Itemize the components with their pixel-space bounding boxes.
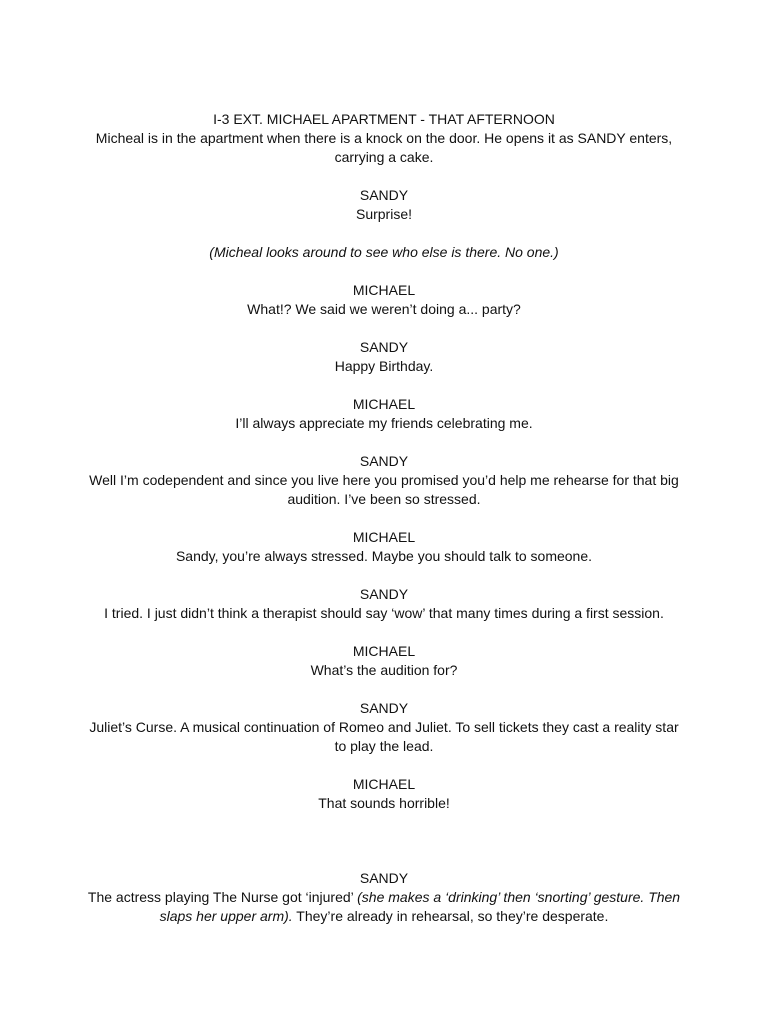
dialogue-text: Juliet’s Curse. A musical continuation of Romeo and Juliet. To sell tickets they cast a reality star to play the lead.: [89, 719, 679, 754]
stage-direction-block: [84, 243, 684, 262]
character-name: SANDY: [359, 187, 409, 203]
dialogue-text: Well I’m codependent and since you live here you promised you’d help me rehearse for that big audition. I’ve been so stressed.: [89, 472, 679, 507]
inline-stage-direction: (she makes a ‘drinking’ then ‘snorting’ gesture. Then slaps her upper arm).: [159, 889, 681, 924]
dialogue-text-end: They’re already in rehearsal, so they’re desperate.: [292, 908, 609, 924]
scene-heading: I-3 EXT. MICHAEL APARTMENT - THAT AFTERNOON: [213, 111, 555, 127]
script-page: [0, 110, 768, 926]
dialogue-text: That sounds horrible!: [318, 795, 450, 811]
dialogue-block: [84, 186, 684, 224]
dialogue-text: Happy Birthday.: [334, 358, 434, 374]
dialogue-text: What!? We said we weren’t doing a... party?: [247, 301, 521, 317]
character-name: MICHAEL: [352, 529, 416, 545]
scene-heading-block: [84, 110, 684, 167]
dialogue-text: What’s the audition for?: [310, 662, 458, 678]
dialogue-block: [84, 528, 684, 566]
character-name: MICHAEL: [352, 776, 416, 792]
character-name: MICHAEL: [352, 643, 416, 659]
dialogue-text: Sandy, you’re always stressed. Maybe you should talk to someone.: [175, 548, 593, 564]
dialogue-text: Surprise!: [355, 206, 413, 222]
character-name: SANDY: [359, 339, 409, 355]
character-name: SANDY: [359, 700, 409, 716]
dialogue-block: [84, 395, 684, 433]
dialogue-block: [84, 642, 684, 680]
stage-direction: (Micheal looks around to see who else is there. No one.): [209, 244, 559, 260]
dialogue-text: I tried. I just didn’t think a therapist should say ‘wow’ that many times during a first session.: [104, 605, 664, 621]
dialogue-text-start: The actress playing The Nurse got ‘injured’: [87, 889, 358, 905]
dialogue-text: I’ll always appreciate my friends celebrating me.: [235, 415, 533, 431]
character-name: MICHAEL: [352, 396, 416, 412]
character-name: SANDY: [359, 870, 409, 886]
dialogue-block: [84, 338, 684, 376]
character-name: MICHAEL: [352, 282, 416, 298]
character-name: SANDY: [359, 586, 409, 602]
dialogue-block: [84, 775, 684, 813]
scene-action: Micheal is in the apartment when there is a knock on the door. He opens it as SANDY enters, carrying a cake.: [95, 130, 673, 165]
dialogue-block: [84, 869, 684, 926]
dialogue-text: [84, 888, 684, 926]
dialogue-block: [84, 699, 684, 756]
dialogue-block: [84, 585, 684, 623]
dialogue-block: [84, 281, 684, 319]
dialogue-block: [84, 452, 684, 509]
character-name: SANDY: [359, 453, 409, 469]
